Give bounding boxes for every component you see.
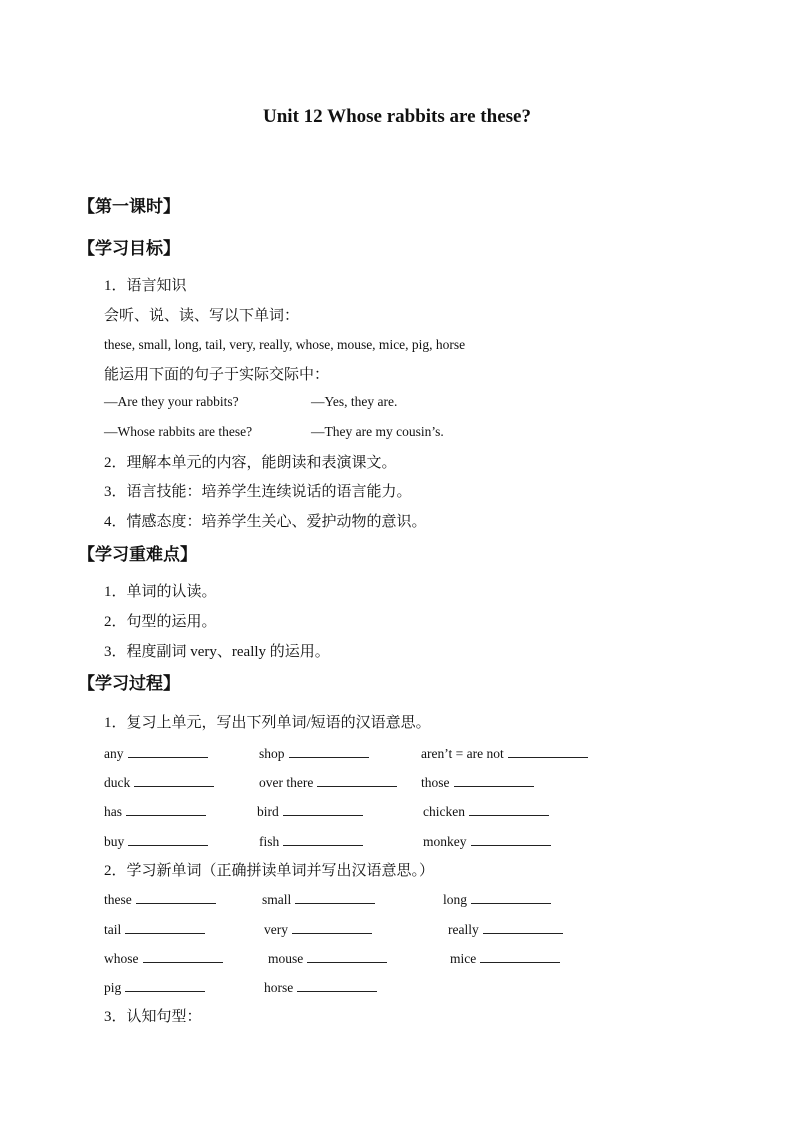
sentences-intro: 能运用下面的句子于实际交际中： <box>104 367 330 383</box>
answer-blank[interactable] <box>297 978 377 992</box>
new-word: small <box>262 890 375 908</box>
answer-blank[interactable] <box>508 744 588 758</box>
objectives-heading: 【学习目标】 <box>78 239 180 258</box>
review-word: shop <box>259 744 369 762</box>
answer-blank[interactable] <box>283 802 363 816</box>
review-word: duck <box>104 773 214 791</box>
answer-blank[interactable] <box>471 890 551 904</box>
answer-blank[interactable] <box>126 802 206 816</box>
review-word: has <box>104 802 206 820</box>
answer-blank[interactable] <box>295 890 375 904</box>
objective-item-1: 1．语言知识 <box>104 278 187 294</box>
target-word-list: these, small, long, tail, very, really, whose, mouse, mice, pig, horse <box>104 337 466 352</box>
key-point-2: 2．句型的运用。 <box>104 614 217 630</box>
step-3: 3．认知句型： <box>104 1009 202 1025</box>
key-point-3: 3．程度副词 very、really 的运用。 <box>104 644 330 660</box>
answer-blank[interactable] <box>134 773 214 787</box>
dialog-2-answer: —They are my cousin’s. <box>311 424 444 439</box>
new-word: mouse <box>268 949 387 967</box>
review-word: monkey <box>423 832 551 850</box>
objective-item-4: 4．情感态度：培养学生关心、爱护动物的意识。 <box>104 514 427 530</box>
answer-blank[interactable] <box>128 744 208 758</box>
answer-blank[interactable] <box>128 832 208 846</box>
new-word: mice <box>450 949 560 967</box>
answer-blank[interactable] <box>125 978 205 992</box>
new-word: really <box>448 920 563 938</box>
dialog-1-question: —Are they your rabbits? <box>104 394 239 409</box>
answer-blank[interactable] <box>136 890 216 904</box>
review-word: over there <box>259 773 397 791</box>
new-word: pig <box>104 978 205 996</box>
review-word: chicken <box>423 802 549 820</box>
key-points-heading: 【学习重难点】 <box>78 545 197 564</box>
step-1: 1．复习上单元，写出下列单词/短语的汉语意思。 <box>104 715 431 731</box>
answer-blank[interactable] <box>454 773 534 787</box>
lesson-heading: 【第一课时】 <box>78 197 180 216</box>
process-heading: 【学习过程】 <box>78 674 180 693</box>
answer-blank[interactable] <box>289 744 369 758</box>
page-title: Unit 12 Whose rabbits are these? <box>263 106 531 127</box>
answer-blank[interactable] <box>471 832 551 846</box>
new-word: horse <box>264 978 377 996</box>
words-intro: 会听、说、读、写以下单词： <box>104 308 300 324</box>
answer-blank[interactable] <box>317 773 397 787</box>
new-word: tail <box>104 920 205 938</box>
new-word: very <box>264 920 372 938</box>
answer-blank[interactable] <box>143 949 223 963</box>
key-point-1: 1．单词的认读。 <box>104 584 217 600</box>
objective-item-2: 2．理解本单元的内容，能朗读和表演课文。 <box>104 455 397 471</box>
answer-blank[interactable] <box>307 949 387 963</box>
objective-item-3: 3．语言技能：培养学生连续说话的语言能力。 <box>104 484 412 500</box>
dialog-1-answer: —Yes, they are. <box>311 394 398 409</box>
review-word: buy <box>104 832 208 850</box>
answer-blank[interactable] <box>469 802 549 816</box>
new-word: long <box>443 890 551 908</box>
review-word: any <box>104 744 208 762</box>
answer-blank[interactable] <box>483 920 563 934</box>
step-2: 2．学习新单词（正确拼读单词并写出汉语意思。） <box>104 863 435 879</box>
answer-blank[interactable] <box>480 949 560 963</box>
answer-blank[interactable] <box>292 920 372 934</box>
review-word: aren’t = are not <box>421 744 588 762</box>
dialog-2-question: —Whose rabbits are these? <box>104 424 253 439</box>
answer-blank[interactable] <box>283 832 363 846</box>
answer-blank[interactable] <box>125 920 205 934</box>
new-word: these <box>104 890 216 908</box>
review-word: bird <box>257 802 363 820</box>
new-word: whose <box>104 949 223 967</box>
review-word: those <box>421 773 534 791</box>
review-word: fish <box>259 832 363 850</box>
